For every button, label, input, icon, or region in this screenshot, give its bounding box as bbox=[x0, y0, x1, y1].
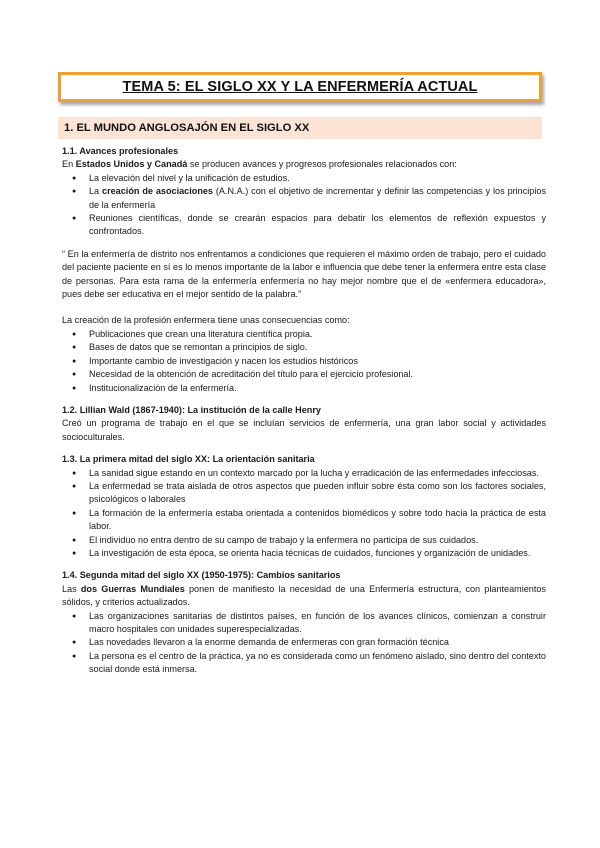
text: Las bbox=[62, 583, 81, 594]
text: (A.N.A.) con el objetivo de incrementar y definir las competencias y los principios de la enfermería bbox=[89, 186, 546, 210]
paragraph bbox=[62, 158, 546, 171]
list-item: ● Reuniones científicas, donde se crearán espacios para debatir los elementos de reflexión expuestos y confrontados. bbox=[62, 212, 546, 239]
list-item bbox=[62, 185, 546, 212]
paragraph bbox=[62, 583, 546, 610]
list-item: ● La formación de la enfermería estaba orientada a contenidos biomédicos y sobre todo hacia la práctica de esta labor. bbox=[62, 507, 546, 534]
subsection-heading: 1.1. Avances profesionales bbox=[62, 146, 179, 156]
list-item: ● Institucionalización de la enfermería. bbox=[62, 382, 546, 395]
text: En bbox=[62, 159, 76, 170]
bullet-list bbox=[62, 328, 546, 395]
bold-text: dos Guerras Mundiales bbox=[80, 583, 185, 594]
bullet-list bbox=[62, 467, 546, 561]
page-title: TEMA 5: EL SIGLO XX Y LA ENFERMERÍA ACTUAL bbox=[122, 79, 478, 95]
list-item: ● Publicaciones que crean una literatura científica propia. bbox=[62, 328, 546, 341]
subsection-heading: 1.2. Lillian Wald (1867-1940): La institución de la calle Henry bbox=[62, 404, 321, 415]
section-title: 1. EL MUNDO ANGLOSAJÓN EN EL SIGLO XX bbox=[64, 122, 310, 134]
bold-text: Estados Unidos y Canadá bbox=[75, 159, 188, 170]
list-item: ● Bases de datos que se remontan a principios de siglo. bbox=[62, 341, 546, 354]
list-item: ● La investigación de esta época, se orienta hacia técnicas de cuidados, funciones y organización de unidades. bbox=[62, 547, 546, 560]
list-item: ● La sanidad sigue estando en un contexto marcado por la lucha y erradicación de las enfermedades infecciosas. bbox=[62, 467, 546, 480]
list-item: ● El individuo no entra dentro de su campo de trabajo y la enfermera no participa de sus cuidados. bbox=[62, 534, 546, 547]
text: se producen avances y progresos profesionales relacionados con: bbox=[187, 159, 457, 170]
bold-text: creación de asociaciones bbox=[102, 186, 213, 197]
quote-paragraph: “ En la enfermería de distrito nos enfrentamos a condiciones que requieren el máximo orden de trabajo, pero el cuidado del paciente paciente en sí es lo menos importante de la labor e influencia que debe tener la enfermera entre esta clase de personas. Para esta rama de la enfermería enfermería no hay mejor nombre que el de «enfermera educadora», pues debe ser educativa en el mejor sentido de la palabra.” bbox=[62, 248, 546, 300]
bullet-list bbox=[62, 610, 546, 677]
title-box bbox=[58, 72, 542, 102]
list-item: ● Las novedades llevaron a la enorme demanda de enfermeras con gran formación técnica bbox=[62, 636, 546, 649]
paragraph: La creación de la profesión enfermera tiene unas consecuencias como: bbox=[62, 315, 350, 326]
bullet-list bbox=[62, 172, 546, 239]
document-body bbox=[62, 145, 546, 677]
subsection-heading: 1.4. Segunda mitad del siglo XX (1950-1975): Cambios sanitarios bbox=[62, 570, 341, 581]
text: La bbox=[89, 186, 103, 197]
list-item: ● Las organizaciones sanitarias de distintos países, en función de los avances clínicos, comienzan a construir macro hospitales con unidades superespecializadas. bbox=[62, 610, 546, 637]
list-item: ● Importante cambio de investigación y nacen los estudios históricos bbox=[62, 355, 546, 368]
list-item: ● La persona es el centro de la práctica, ya no es considerada como un fenómeno aislado, sino dentro del contexto social donde está inmersa. bbox=[62, 650, 546, 677]
subsection-heading: 1.3. La primera mitad del siglo XX: La orientación sanitaria bbox=[62, 454, 315, 465]
text: ponen de manifiesto la necesidad de una Enfermería estructura, con planteamientos sólidos, y criterios actualizados. bbox=[62, 583, 546, 608]
paragraph: Creó un programa de trabajo en el que se incluían servicios de enfermería, una gran labor social y actividades socioculturales. bbox=[62, 418, 546, 442]
list-item: ● Necesidad de la obtención de acreditación del título para el ejercicio profesional. bbox=[62, 368, 546, 381]
list-item: ● La enfermedad se trata aislada de otros aspectos que pueden influir sobre ésta como son los factores sociales, psicológicos o laborales bbox=[62, 480, 546, 507]
list-item: ● La elevación del nivel y la unificación de estudios. bbox=[62, 172, 546, 185]
section-header bbox=[58, 117, 542, 139]
